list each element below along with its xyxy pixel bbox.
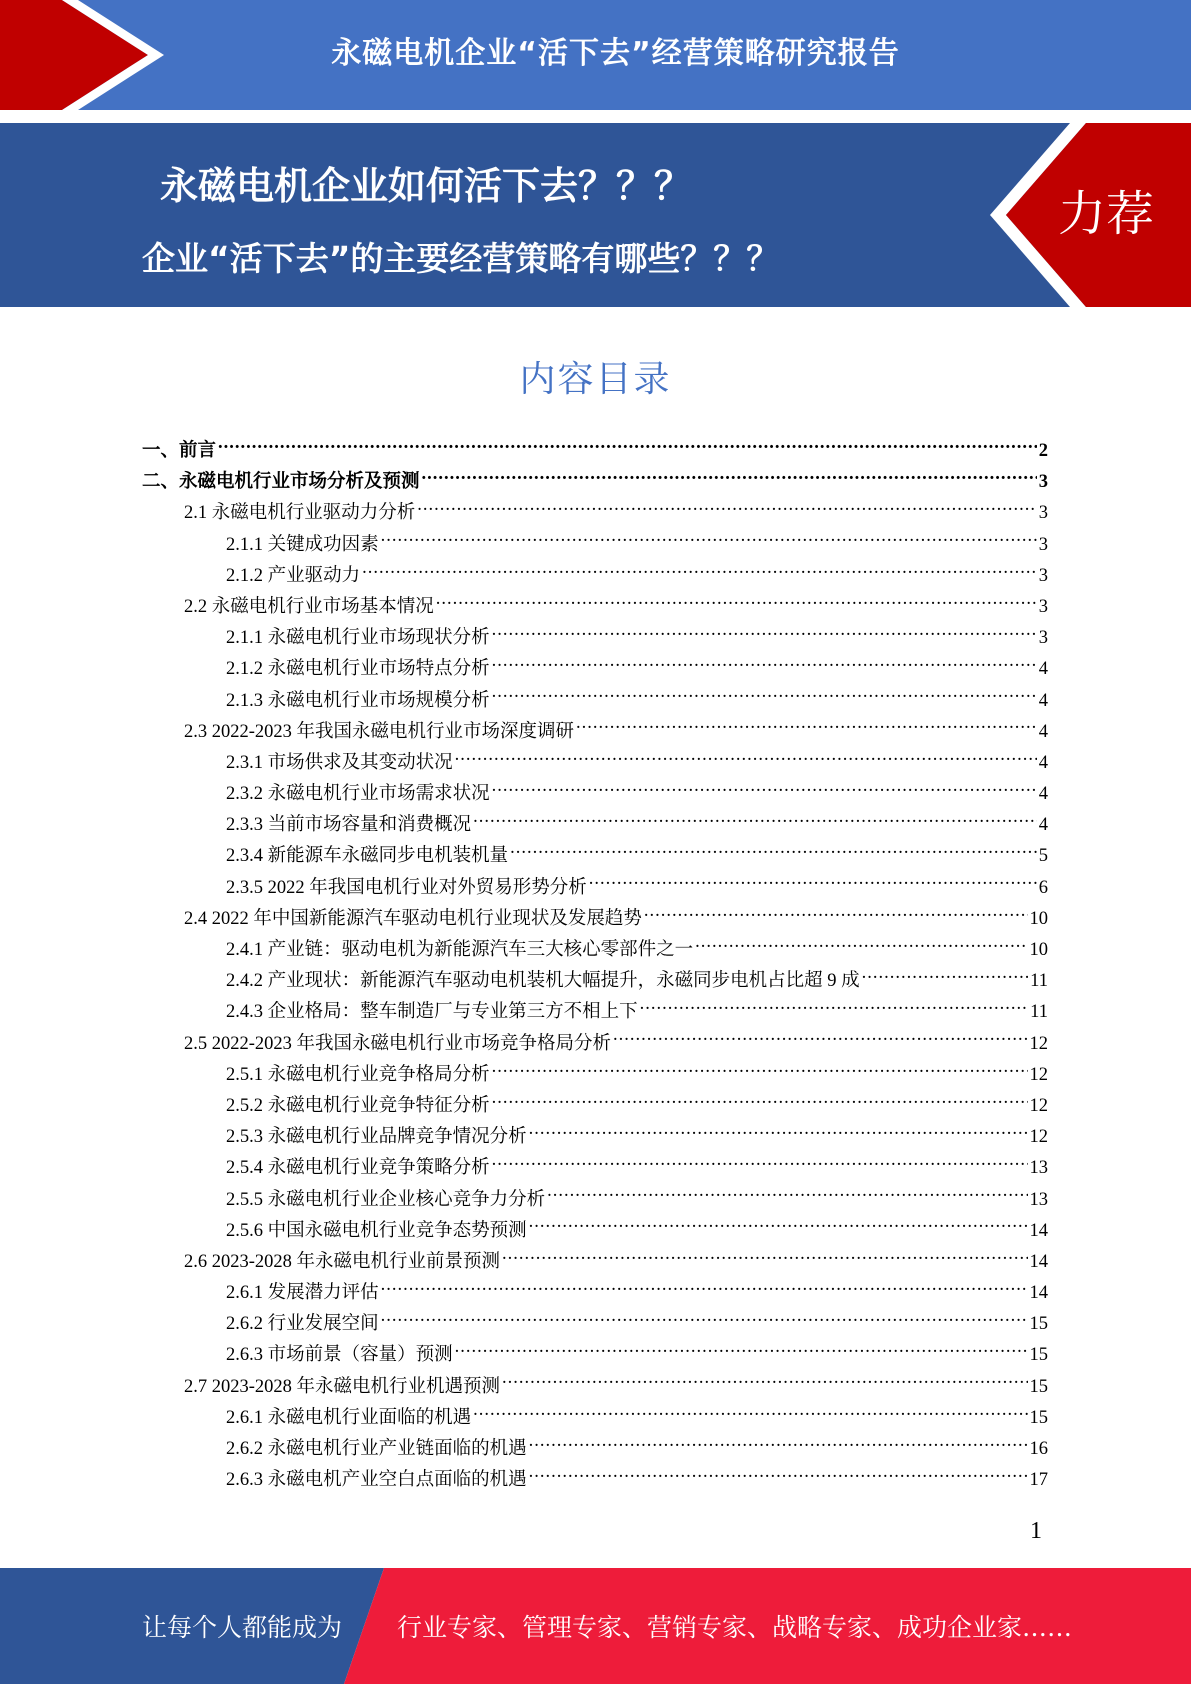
toc-entry[interactable] xyxy=(142,873,1048,904)
toc-entry-page: 13 xyxy=(1029,1158,1048,1179)
toc-entry-page: 12 xyxy=(1029,1064,1048,1085)
toc-leader-dots xyxy=(381,1311,1028,1330)
toc-entry[interactable] xyxy=(142,779,1048,810)
toc-entry[interactable] xyxy=(142,935,1048,966)
toc-entry-title: 2.2 永磁电机行业市场基本情况 xyxy=(184,596,434,617)
toc-entry-page: 4 xyxy=(1038,784,1048,805)
toc-entry-page: 13 xyxy=(1029,1189,1048,1210)
toc-entry[interactable] xyxy=(142,623,1048,654)
toc-entry-page: 3 xyxy=(1038,472,1048,493)
toc-leader-dots xyxy=(529,1436,1028,1455)
toc-leader-dots xyxy=(510,843,1037,862)
toc-leader-dots xyxy=(422,469,1037,488)
toc-entry-page: 12 xyxy=(1029,1127,1048,1148)
toc-entry-page: 11 xyxy=(1030,971,1048,992)
toc-entry[interactable] xyxy=(142,1153,1048,1184)
toc-entry-page: 17 xyxy=(1029,1470,1048,1491)
toc-entry[interactable] xyxy=(142,997,1048,1028)
recommend-tag: 力荐 xyxy=(1058,186,1155,242)
toc-entry[interactable] xyxy=(142,1185,1048,1216)
toc-leader-dots xyxy=(381,1280,1028,1299)
toc-entry[interactable] xyxy=(142,530,1048,561)
toc-entry-page: 2 xyxy=(1038,441,1048,461)
toc-entry[interactable] xyxy=(142,841,1048,872)
report-title: 永磁电机企业“活下去”经营策略研究报告 xyxy=(331,36,900,71)
toc-leader-dots xyxy=(492,781,1037,800)
toc-entry-title: 2.3.2 永磁电机行业市场需求状况 xyxy=(226,784,490,805)
toc-entry-title: 2.3.4 新能源车永磁同步电机装机量 xyxy=(226,846,509,867)
toc-leader-dots xyxy=(529,1124,1028,1143)
toc-entry-title: 2.1 永磁电机行业驱动力分析 xyxy=(184,503,416,524)
toc-leader-dots xyxy=(589,874,1037,893)
toc-leader-dots xyxy=(529,1467,1028,1486)
toc-leader-dots xyxy=(529,1217,1028,1236)
toc-entry-title: 2.6.1 永磁电机行业面临的机遇 xyxy=(226,1407,472,1428)
toc-entry[interactable] xyxy=(142,966,1048,997)
toc-leader-dots xyxy=(576,718,1037,737)
toc-entry-title: 2.3.5 2022 年我国电机行业对外贸易形势分析 xyxy=(226,877,587,898)
toc-leader-dots xyxy=(492,1155,1028,1174)
toc-entry-title: 2.4 2022 年中国新能源汽车驱动电机行业现状及发展趋势 xyxy=(184,908,642,929)
toc-entry-page: 15 xyxy=(1029,1407,1048,1428)
toc-entry[interactable] xyxy=(142,748,1048,779)
toc-entry-page: 3 xyxy=(1038,534,1048,555)
toc-leader-dots xyxy=(362,562,1037,581)
toc-entry-page: 12 xyxy=(1029,1033,1048,1054)
toc-entry-page: 14 xyxy=(1029,1283,1048,1304)
toc-entry-page: 15 xyxy=(1029,1376,1048,1397)
toc-entry-page: 6 xyxy=(1038,877,1048,898)
toc-leader-dots xyxy=(492,1061,1028,1080)
toc-leader-dots xyxy=(473,812,1037,831)
toc-entry-title: 2.1.1 关键成功因素 xyxy=(226,534,379,555)
page-number: 1 xyxy=(1030,1518,1042,1544)
toc-entry-page: 4 xyxy=(1038,659,1048,680)
toc-leader-dots xyxy=(640,999,1029,1018)
toc-entry[interactable] xyxy=(142,498,1048,529)
toc-entry[interactable] xyxy=(142,1372,1048,1403)
toc-entry[interactable] xyxy=(142,717,1048,748)
toc-entry-title: 2.1.1 永磁电机行业市场现状分析 xyxy=(226,628,490,649)
toc-entry-page: 5 xyxy=(1038,846,1048,867)
toc-entry-page: 3 xyxy=(1038,503,1048,524)
toc-entry[interactable] xyxy=(142,686,1048,717)
toc-entry-title: 2.5.2 永磁电机行业竞争特征分析 xyxy=(226,1095,490,1116)
toc-entry[interactable] xyxy=(142,1309,1048,1340)
toc-leader-dots xyxy=(547,1186,1027,1205)
toc-entry[interactable] xyxy=(142,904,1048,935)
toc-entry[interactable] xyxy=(142,654,1048,685)
toc-leader-dots xyxy=(492,656,1037,675)
toc-leader-dots xyxy=(502,1248,1027,1267)
toc-entry-title: 2.1.2 产业驱动力 xyxy=(226,565,361,586)
toc-leader-dots xyxy=(417,500,1036,519)
toc-entry-page: 3 xyxy=(1038,596,1048,617)
toc-entry[interactable] xyxy=(142,1091,1048,1122)
toc-entry[interactable] xyxy=(142,1060,1048,1091)
footer-slogan-right: 行业专家、管理专家、营销专家、战略专家、成功企业家…… xyxy=(397,1613,1073,1642)
toc-leader-dots xyxy=(473,1404,1027,1423)
toc-entry-title: 2.5.3 永磁电机行业品牌竞争情况分析 xyxy=(226,1127,527,1148)
toc-entry-page: 3 xyxy=(1038,628,1048,649)
report-header xyxy=(0,0,1191,110)
toc-leader-dots xyxy=(862,968,1029,987)
toc-entry-page: 15 xyxy=(1029,1314,1048,1335)
toc-entry[interactable] xyxy=(142,1403,1048,1434)
toc-entry-page: 14 xyxy=(1029,1220,1048,1241)
toc-entry-title: 2.3.1 市场供求及其变动状况 xyxy=(226,752,453,773)
toc-heading: 内容目录 xyxy=(519,359,672,400)
toc-entry-title: 2.7 2023-2028 年永磁电机行业机遇预测 xyxy=(184,1376,501,1397)
toc-entry-title: 2.3 2022-2023 年我国永磁电机行业市场深度调研 xyxy=(184,721,575,742)
footer-banner xyxy=(0,1568,1191,1684)
toc-entry-title: 2.5.5 永磁电机行业企业核心竞争力分析 xyxy=(226,1189,546,1210)
banner-question-2: 企业“活下去”的主要经营策略有哪些？？？ xyxy=(142,239,780,278)
toc-entry-page: 3 xyxy=(1038,565,1048,586)
toc-entry[interactable] xyxy=(142,1247,1048,1278)
toc-entry-title: 2.5.4 永磁电机行业竞争策略分析 xyxy=(226,1158,490,1179)
toc-leader-dots xyxy=(613,1030,1027,1049)
toc-entry[interactable] xyxy=(142,592,1048,623)
toc-entry-page: 10 xyxy=(1029,940,1048,960)
toc-entry[interactable] xyxy=(142,467,1048,498)
toc-entry-title: 2.5 2022-2023 年我国永磁电机行业市场竞争格局分析 xyxy=(184,1033,612,1054)
toc-entry-page: 4 xyxy=(1038,815,1048,836)
toc-leader-dots xyxy=(492,625,1037,644)
table-of-contents xyxy=(142,436,1048,1496)
toc-entry-page: 14 xyxy=(1029,1251,1048,1272)
banner-question-1: 永磁电机企业如何活下去？？？ xyxy=(160,164,693,208)
toc-entry-title: 2.4.2 产业现状：新能源汽车驱动电机装机大幅提升，永磁同步电机占比超 9 成 xyxy=(226,971,860,992)
toc-entry-title: 2.6.1 发展潜力评估 xyxy=(226,1283,379,1304)
toc-entry-title: 2.1.3 永磁电机行业市场规模分析 xyxy=(226,690,490,711)
toc-entry[interactable] xyxy=(142,561,1048,592)
toc-entry[interactable] xyxy=(142,1216,1048,1247)
question-banner xyxy=(0,123,1191,307)
toc-entry[interactable] xyxy=(142,1434,1048,1465)
toc-entry-title: 二、永磁电机行业市场分析及预测 xyxy=(142,472,420,493)
toc-entry-title: 2.6 2023-2028 年永磁电机行业前景预测 xyxy=(184,1251,501,1272)
toc-entry-title: 2.6.2 永磁电机行业产业链面临的机遇 xyxy=(226,1439,527,1459)
toc-leader-dots xyxy=(436,593,1037,612)
toc-leader-dots xyxy=(455,1342,1028,1361)
toc-leader-dots xyxy=(492,1092,1028,1111)
footer-slogan-left: 让每个人都能成为 xyxy=(142,1613,343,1642)
toc-entry-title: 2.3.3 当前市场容量和消费概况 xyxy=(226,815,472,836)
toc-entry[interactable] xyxy=(142,1465,1048,1496)
toc-entry[interactable] xyxy=(142,810,1048,841)
toc-entry-title: 2.6.3 永磁电机产业空白点面临的机遇 xyxy=(226,1470,527,1491)
toc-leader-dots xyxy=(644,905,1028,924)
toc-entry-page: 15 xyxy=(1029,1345,1048,1366)
toc-entry-title: 2.1.2 永磁电机行业市场特点分析 xyxy=(226,659,490,680)
toc-entry-title: 2.4.3 企业格局：整车制造厂与专业第三方不相上下 xyxy=(226,1002,638,1023)
toc-entry-title: 2.6.2 行业发展空间 xyxy=(226,1314,379,1335)
toc-leader-dots xyxy=(492,687,1037,706)
toc-entry[interactable] xyxy=(142,1029,1048,1060)
toc-entry-page: 4 xyxy=(1038,690,1048,711)
toc-leader-dots xyxy=(502,1373,1027,1392)
toc-entry-title: 2.5.1 永磁电机行业竞争格局分析 xyxy=(226,1064,490,1085)
toc-entry-page: 4 xyxy=(1038,721,1048,742)
toc-entry-title: 一、前言 xyxy=(142,441,217,461)
toc-entry-page: 10 xyxy=(1029,908,1048,929)
toc-entry-page: 12 xyxy=(1029,1095,1048,1116)
toc-entry-page: 16 xyxy=(1029,1439,1048,1459)
toc-entry[interactable] xyxy=(142,1278,1048,1309)
toc-entry-page: 11 xyxy=(1030,1002,1048,1023)
toc-leader-dots xyxy=(695,937,1027,956)
toc-entry-page: 4 xyxy=(1038,752,1048,773)
toc-leader-dots xyxy=(218,438,1037,457)
toc-leader-dots xyxy=(455,749,1037,768)
toc-entry-title: 2.5.6 中国永磁电机行业竞争态势预测 xyxy=(226,1220,527,1241)
toc-entry-title: 2.4.1 产业链：驱动电机为新能源汽车三大核心零部件之一 xyxy=(226,940,694,960)
toc-entry-title: 2.6.3 市场前景（容量）预测 xyxy=(226,1345,453,1366)
toc-entry[interactable] xyxy=(142,1122,1048,1153)
toc-leader-dots xyxy=(381,531,1037,550)
toc-entry[interactable] xyxy=(142,436,1048,467)
toc-entry[interactable] xyxy=(142,1340,1048,1371)
